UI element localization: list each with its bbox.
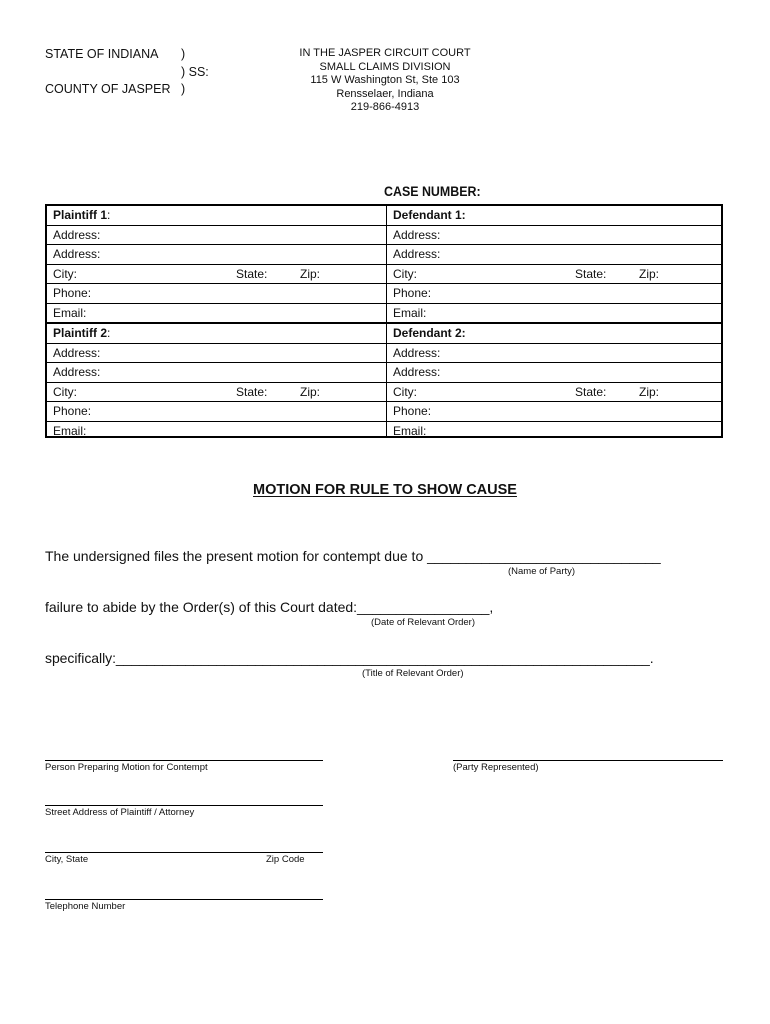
plaintiff2-heading-row[interactable]: Plaintiff 2: bbox=[47, 324, 386, 344]
plaintiff1-phone-row[interactable]: Phone: bbox=[47, 284, 386, 304]
telephone-line[interactable] bbox=[45, 899, 323, 900]
zip-label: Zip: bbox=[639, 266, 660, 281]
plaintiff2-address2-row[interactable]: Address: bbox=[47, 363, 386, 383]
city-state-zip-line[interactable] bbox=[45, 852, 323, 853]
plaintiff1-address-row[interactable]: Address: bbox=[47, 226, 386, 246]
party-name-line[interactable]: The undersigned files the present motion for contempt due to ______________________________ bbox=[45, 548, 661, 564]
defendant-column bbox=[387, 206, 721, 436]
city-label: City: bbox=[53, 384, 77, 399]
state-label: State: bbox=[236, 384, 268, 399]
court-phone: 219-866-4913 bbox=[350, 101, 420, 114]
county-caption: COUNTY OF JASPER bbox=[45, 82, 171, 96]
defendant1-heading: Defendant 1: bbox=[393, 208, 466, 222]
defendant1-address2-row[interactable]: Address: bbox=[387, 245, 721, 265]
zip-label: Zip: bbox=[300, 266, 321, 281]
zip-code-label: Zip Code bbox=[266, 854, 305, 865]
city-label: City: bbox=[393, 266, 417, 281]
street-address-label: Street Address of Plaintiff / Attorney bbox=[45, 807, 195, 818]
preparer-signature-line[interactable] bbox=[45, 760, 323, 761]
defendant2-heading-row[interactable] bbox=[387, 324, 721, 344]
order-date-line[interactable]: failure to abide by the Order(s) of this Court dated:_________________, bbox=[45, 599, 494, 615]
defendant2-email-row[interactable]: Email: bbox=[393, 423, 427, 438]
plaintiff1-heading-row[interactable]: Plaintiff 1: bbox=[47, 206, 386, 226]
ss-caption: ) SS: bbox=[181, 65, 209, 79]
court-division: SMALL CLAIMS DIVISION bbox=[319, 60, 451, 73]
zip-label: Zip: bbox=[300, 384, 321, 399]
plaintiff2-address-row[interactable]: Address: bbox=[47, 344, 386, 364]
order-title-caption: (Title of Relevant Order) bbox=[362, 668, 464, 679]
caption-paren: ) bbox=[181, 82, 186, 96]
plaintiff1-heading: Plaintiff 1 bbox=[53, 208, 108, 222]
city-label: City: bbox=[393, 384, 417, 399]
plaintiff1-email-row[interactable]: Email: bbox=[47, 304, 386, 324]
defendant1-phone-row[interactable]: Phone: bbox=[387, 284, 721, 304]
party-table bbox=[45, 204, 723, 438]
state-label: State: bbox=[236, 266, 268, 281]
court-header bbox=[270, 47, 500, 115]
plaintiff2-city-row[interactable] bbox=[47, 383, 386, 403]
zip-label: Zip: bbox=[639, 384, 660, 399]
plaintiff1-address2-row[interactable]: Address: bbox=[47, 245, 386, 265]
court-street: 115 W Washington St, Ste 103 bbox=[310, 74, 460, 87]
party-represented-label: (Party Represented) bbox=[453, 762, 539, 773]
motion-title: MOTION FOR RULE TO SHOW CAUSE bbox=[253, 482, 517, 498]
court-name: IN THE JASPER CIRCUIT COURT bbox=[299, 47, 471, 59]
party-represented-line[interactable] bbox=[453, 760, 723, 761]
city-label: City: bbox=[53, 266, 77, 281]
defendant2-address2-row[interactable]: Address: bbox=[387, 363, 721, 383]
defendant1-city-row[interactable] bbox=[387, 265, 721, 285]
plaintiff2-phone-row[interactable]: Phone: bbox=[47, 402, 386, 422]
defendant1-heading-row[interactable] bbox=[387, 206, 721, 226]
plaintiff1-city-row[interactable] bbox=[47, 265, 386, 285]
plaintiff2-heading: Plaintiff 2 bbox=[53, 326, 108, 340]
defendant2-city-row[interactable] bbox=[387, 383, 721, 403]
street-address-line[interactable] bbox=[45, 805, 323, 806]
state-caption: STATE OF INDIANA bbox=[45, 47, 159, 61]
caption-paren: ) bbox=[181, 47, 186, 61]
state-label: State: bbox=[575, 266, 607, 281]
defendant2-phone-row[interactable]: Phone: bbox=[387, 402, 721, 422]
preparer-label: Person Preparing Motion for Contempt bbox=[45, 762, 208, 773]
defendant2-heading: Defendant 2: bbox=[393, 326, 466, 340]
defendant1-email-row[interactable]: Email: bbox=[387, 304, 721, 324]
court-city: Rensselaer, Indiana bbox=[336, 87, 434, 100]
case-number-label: CASE NUMBER: bbox=[384, 184, 481, 199]
defendant2-address-row[interactable]: Address: bbox=[387, 344, 721, 364]
plaintiff2-email-row[interactable]: Email: bbox=[53, 423, 87, 438]
defendant1-address-row[interactable]: Address: bbox=[387, 226, 721, 246]
order-date-caption: (Date of Relevant Order) bbox=[371, 617, 476, 628]
plaintiff-column bbox=[47, 206, 387, 436]
city-state-label: City, State bbox=[45, 854, 89, 865]
state-label: State: bbox=[575, 384, 607, 399]
order-title-line[interactable]: specifically:_____________________________________________________________________. bbox=[45, 650, 654, 666]
party-name-caption: (Name of Party) bbox=[508, 566, 576, 577]
telephone-label: Telephone Number bbox=[45, 901, 126, 912]
